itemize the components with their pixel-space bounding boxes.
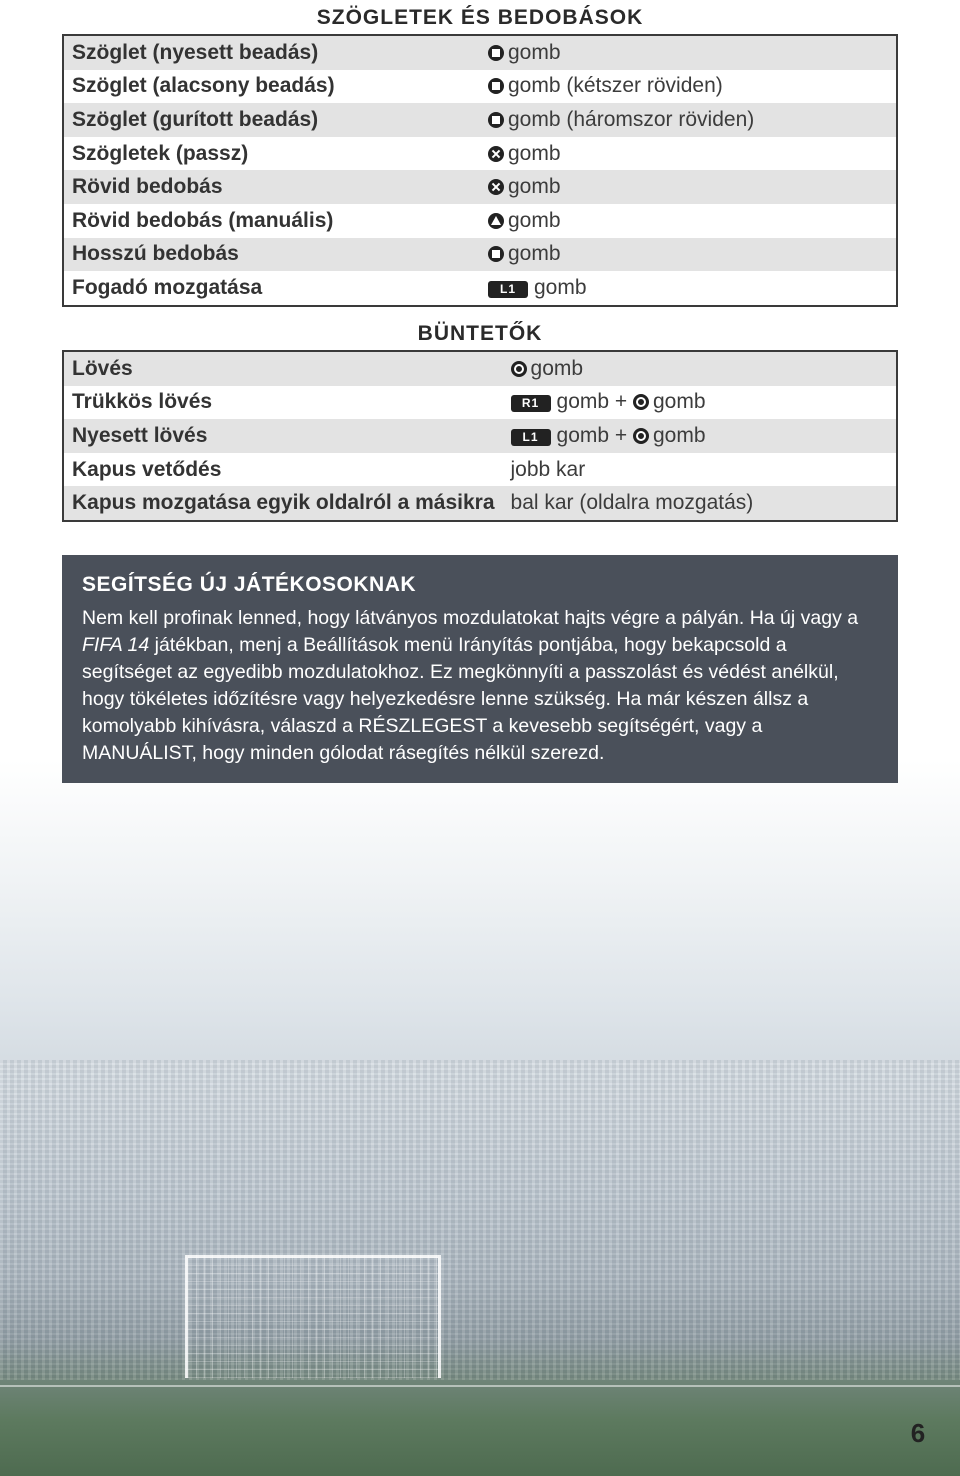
help-text-part-2: játékban, menj a Beállítások menü Irányítás pontjába, hogy bekapcsold a segítséget az egyedibb mozdulatokhoz. Ez megkönnyíti a passzolást és védést anélkül, hogy tökéletes időzítésre vagy helyezkedésre lenne szükség. Ha már készen állsz a komolyabb kihívásra, válaszd a RÉSZLEGEST a kevesebb segítségért, vagy a MANUÁLIST, hogy minden gólodat rásegítés nélkül szerezd. bbox=[82, 634, 839, 764]
action-label: Rövid bedobás bbox=[63, 170, 480, 204]
input-label: gomb bbox=[534, 275, 587, 299]
r1-button-icon: R1 bbox=[511, 395, 551, 412]
cross-button-icon bbox=[488, 179, 504, 195]
input-label: jobb kar bbox=[503, 453, 897, 487]
input-label: bal kar (oldalra mozgatás) bbox=[503, 486, 897, 521]
l1-button-icon: L1 bbox=[488, 281, 528, 298]
action-label: Lövés bbox=[63, 351, 503, 386]
triangle-button-icon bbox=[488, 213, 504, 229]
pitch-line bbox=[0, 1385, 960, 1387]
input-label: gomb (kétszer röviden) bbox=[508, 74, 723, 98]
table-row bbox=[63, 170, 897, 204]
cross-button-icon bbox=[488, 146, 504, 162]
circle-button-icon bbox=[511, 361, 527, 377]
circle-button-icon bbox=[633, 428, 649, 444]
input-label-2: gomb bbox=[653, 390, 706, 414]
help-text-game-title: FIFA 14 bbox=[82, 634, 150, 656]
input-label: gomb bbox=[508, 141, 561, 165]
l1-button-icon: L1 bbox=[511, 429, 551, 446]
corners-section-title: SZÖGLETEK ÉS BEDOBÁSOK bbox=[316, 6, 644, 29]
table-row bbox=[63, 419, 897, 453]
table-row bbox=[63, 103, 897, 137]
circle-button-icon bbox=[633, 394, 649, 410]
table-row bbox=[63, 351, 897, 386]
input-label: gomb (háromszor röviden) bbox=[508, 107, 755, 131]
input-label: gomb bbox=[508, 242, 561, 266]
penalties-controls-table bbox=[62, 350, 898, 522]
table-row bbox=[63, 453, 897, 487]
table-row bbox=[63, 70, 897, 104]
square-button-icon bbox=[488, 112, 504, 128]
table-row bbox=[63, 238, 897, 272]
input-label: gomb + bbox=[556, 390, 628, 414]
input-label: gomb + bbox=[556, 423, 628, 447]
table-row bbox=[63, 386, 897, 420]
table-row bbox=[63, 137, 897, 171]
action-label: Kapus mozgatása egyik oldalról a másikra bbox=[63, 486, 503, 521]
table-row bbox=[63, 486, 897, 521]
stadium-crowd-texture bbox=[0, 1060, 960, 1380]
help-text-part-1: Nem kell profinak lenned, hogy látványos mozdulatokat hajts végre a pályán. Ha új vagy a bbox=[82, 607, 859, 629]
action-label: Rövid bedobás (manuális) bbox=[63, 204, 480, 238]
help-box-title: SEGÍTSÉG ÚJ JÁTÉKOSOKNAK bbox=[82, 573, 417, 596]
corners-controls-table bbox=[62, 34, 898, 307]
input-label: gomb bbox=[508, 40, 561, 64]
action-label: Szöglet (alacsony beadás) bbox=[63, 70, 480, 104]
square-button-icon bbox=[488, 78, 504, 94]
input-label-2: gomb bbox=[653, 423, 706, 447]
table-row bbox=[63, 204, 897, 238]
action-label: Nyesett lövés bbox=[63, 419, 503, 453]
input-label: gomb bbox=[508, 175, 561, 199]
penalties-section-title: BÜNTETŐK bbox=[417, 322, 543, 345]
help-box bbox=[62, 555, 898, 783]
table-row bbox=[63, 35, 897, 70]
goal-net-graphic bbox=[185, 1255, 441, 1378]
action-label: Szögletek (passz) bbox=[63, 137, 480, 171]
action-label: Szöglet (gurított beadás) bbox=[63, 103, 480, 137]
help-box-text bbox=[82, 605, 878, 767]
input-label: gomb bbox=[508, 208, 561, 232]
action-label: Szöglet (nyesett beadás) bbox=[63, 35, 480, 70]
square-button-icon bbox=[488, 246, 504, 262]
input-label: gomb bbox=[530, 356, 584, 380]
action-label: Kapus vetődés bbox=[63, 453, 503, 487]
action-label: Hosszú bedobás bbox=[63, 238, 480, 272]
action-label: Fogadó mozgatása bbox=[63, 271, 480, 306]
square-button-icon bbox=[488, 45, 504, 61]
table-row bbox=[63, 271, 897, 306]
action-label: Trükkös lövés bbox=[63, 386, 503, 420]
page-number: 6 bbox=[910, 1418, 926, 1448]
